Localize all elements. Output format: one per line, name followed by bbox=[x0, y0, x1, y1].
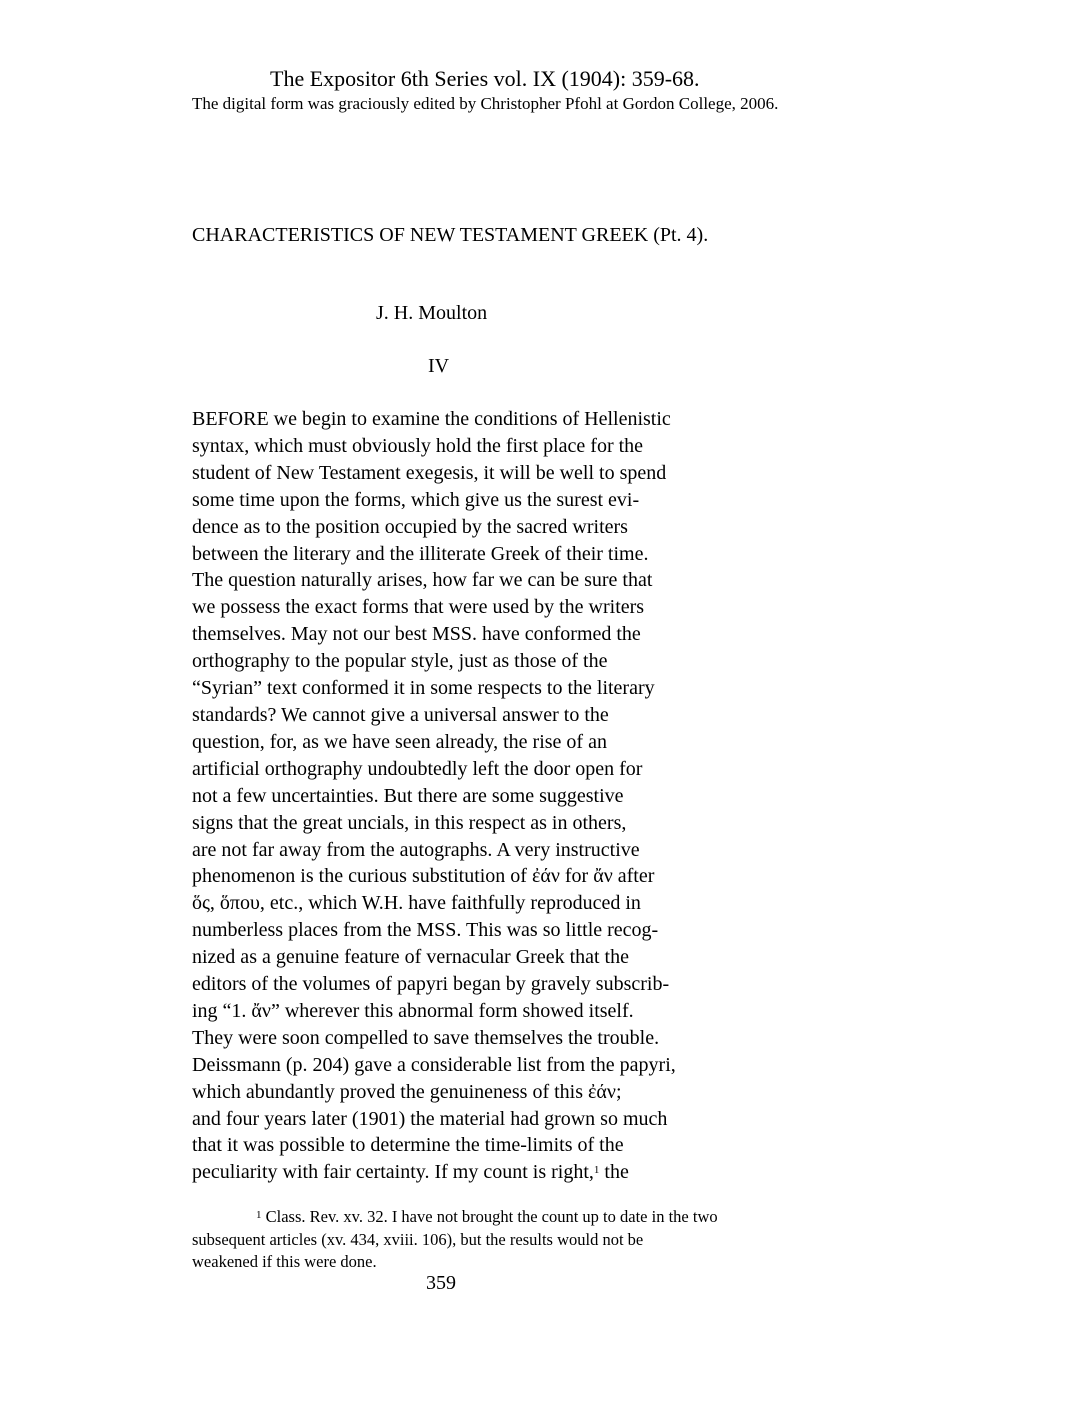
footnote-line-3: weakened if this were done. bbox=[192, 1252, 377, 1271]
section-numeral: IV bbox=[428, 355, 450, 377]
footnote-reference: 1 bbox=[593, 1164, 600, 1177]
body-line: between the literary and the illiterate Greek of their time. bbox=[192, 542, 649, 565]
body-line-last-tail: the bbox=[599, 1161, 629, 1184]
body-line: are not far away from the autographs. A very instructive bbox=[192, 838, 640, 861]
footnote bbox=[192, 1206, 718, 1274]
body-line-last bbox=[192, 1159, 676, 1186]
body-line: signs that the great uncials, in this respect as in others, bbox=[192, 811, 627, 834]
body-line: They were soon compelled to save themselves the trouble. bbox=[192, 1026, 660, 1049]
body-line: dence as to the position occupied by the sacred writers bbox=[192, 515, 628, 538]
body-line: some time upon the forms, which give us the surest evi- bbox=[192, 488, 640, 511]
body-line-last-text: peculiarity with fair certainty. If my count is right, bbox=[192, 1161, 594, 1184]
citation-header: The Expositor 6th Series vol. IX (1904): 359-68. bbox=[270, 66, 700, 91]
footnote-line-2: subsequent articles (xv. 434, xviii. 106), but the results would not be bbox=[192, 1229, 644, 1249]
body-line: Deissmann (p. 204) gave a considerable list from the papyri, bbox=[192, 1053, 676, 1076]
article-title: CHARACTERISTICS OF NEW TESTAMENT GREEK (Pt. 4). bbox=[192, 224, 709, 246]
body-line: standards? We cannot give a universal answer to the bbox=[192, 703, 609, 726]
body-line: artificial orthography undoubtedly left the door open for bbox=[192, 757, 643, 780]
body-line: we possess the exact forms that were used by the writers bbox=[192, 596, 645, 619]
footnote-marker: 1 bbox=[256, 1209, 262, 1221]
body-line: BEFORE we begin to examine the conditions of Hellenistic bbox=[192, 408, 671, 430]
body-line: which abundantly proved the genuineness of this ἐάν; bbox=[192, 1080, 622, 1103]
body-line: syntax, which must obviously hold the first place for the bbox=[192, 434, 644, 457]
page-number: 359 bbox=[426, 1272, 456, 1294]
body-line: editors of the volumes of papyri began by gravely subscrib- bbox=[192, 973, 670, 996]
body-line: ing “1. ἄν” wherever this abnormal form showed itself. bbox=[192, 999, 634, 1022]
body-text bbox=[192, 406, 676, 1186]
body-line: “Syrian” text conformed it in some respects to the literary bbox=[192, 677, 655, 700]
body-line: orthography to the popular style, just as those of the bbox=[192, 650, 608, 673]
body-line: and four years later (1901) the material had grown so much bbox=[192, 1107, 668, 1130]
footnote-line bbox=[192, 1206, 718, 1229]
body-line: phenomenon is the curious substitution of ἐάν for ἄν after bbox=[192, 865, 655, 888]
body-line: that it was possible to determine the time-limits of the bbox=[192, 1134, 624, 1157]
body-line: numberless places from the MSS. This was so little recog- bbox=[192, 919, 659, 942]
body-line: student of New Testament exegesis, it will be well to spend bbox=[192, 461, 667, 484]
body-line: ὅς, ὅπου, etc., which W.H. have faithfully reproduced in bbox=[192, 892, 641, 915]
body-line: The question naturally arises, how far we can be sure that bbox=[192, 569, 653, 592]
author-name: J. H. Moulton bbox=[376, 302, 488, 324]
footnote-line-1: Class. Rev. xv. 32. I have not brought the count up to date in the two bbox=[261, 1207, 718, 1226]
body-line: not a few uncertainties. But there are some suggestive bbox=[192, 784, 624, 807]
digitization-credit: The digital form was graciously edited by Christopher Pfohl at Gordon College, 2006. bbox=[192, 94, 779, 113]
body-line: nized as a genuine feature of vernacular Greek that the bbox=[192, 946, 629, 969]
body-line: question, for, as we have seen already, the rise of an bbox=[192, 730, 607, 753]
body-line: themselves. May not our best MSS. have conformed the bbox=[192, 623, 641, 646]
